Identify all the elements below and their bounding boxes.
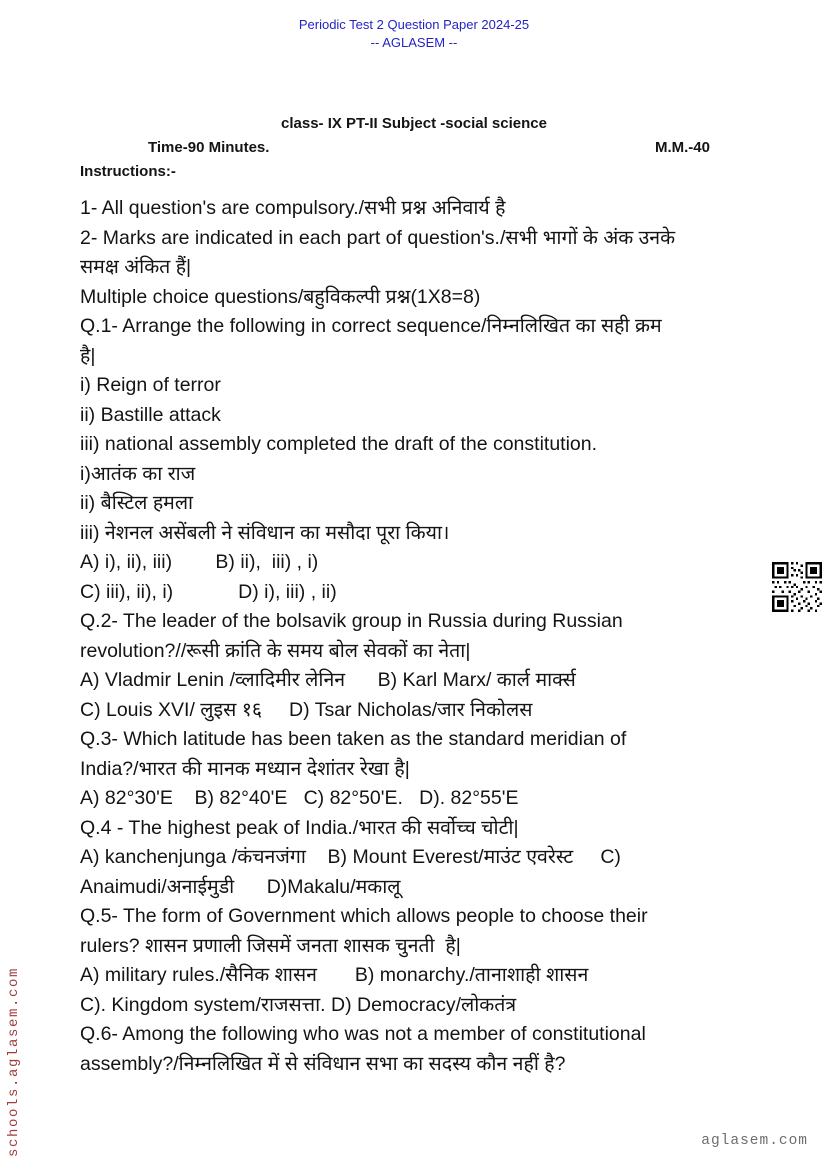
instruction-2-line1: 2- Marks are indicated in each part of question's./सभी भागों के अंक उनके <box>80 226 676 249</box>
q1-item-iii-en: iii) national assembly completed the draft of the constitution. <box>80 433 598 455</box>
q6-text-line1: Q.6- Among the following who was not a member of constitutional <box>80 1023 646 1045</box>
instruction-2-line2: समक्ष अंकित हैं| <box>80 256 192 278</box>
question-body <box>80 194 780 1079</box>
bottom-right-watermark: aglasem.com <box>701 1133 808 1149</box>
q2-text-line2: revolution?//रूसी क्रांति के समय बोल सेवकों का नेता| <box>80 639 471 662</box>
header-watermark <box>0 16 828 52</box>
q5-options-cd: C). Kingdom system/राजसत्ता. D) Democracy/लोकतंत्र <box>80 993 517 1016</box>
instructions-label: Instructions:- <box>80 163 176 180</box>
header-watermark-line1: Periodic Test 2 Question Paper 2024-25 <box>298 17 530 32</box>
q1-text-line1: Q.1- Arrange the following in correct sequence/निम्नलिखित का सही क्रम <box>80 315 662 337</box>
q4-options-line1: A) kanchenjunga /कंचनजंगा B) Mount Everest/माउंट एवरेस्ट C) <box>80 846 621 868</box>
q1-item-i-hi: i)आतंक का राज <box>80 462 196 485</box>
q1-options-ab: A) i), ii), iii) B) ii), iii) , i) <box>80 551 319 573</box>
q4-options-line2: Anaimudi/अनाईमुडी D)Makalu/मकालू <box>80 875 401 898</box>
q1-item-ii-hi: ii) बैस्टिल हमला <box>80 492 194 514</box>
q4-text: Q.4 - The highest peak of India./भारत की सर्वोच्च चोटी| <box>80 816 519 839</box>
time-marks-row <box>0 139 828 156</box>
header-watermark-line2: -- AGLASEM -- <box>370 35 458 50</box>
q6-text-line2: assembly?/निम्नलिखित में से संविधान सभा का सदस्य कौन नहीं है? <box>80 1052 566 1075</box>
q3-text-line1: Q.3- Which latitude has been taken as the standard meridian of <box>80 728 627 750</box>
time-allowed: Time-90 Minutes. <box>148 139 270 156</box>
q5-options-ab: A) military rules./सैनिक शासन B) monarchy./तानाशाही शासन <box>80 964 589 986</box>
q3-options: A) 82°30'E B) 82°40'E C) 82°50'E. D). 82°55'E <box>80 787 519 809</box>
q2-options-cd: C) Louis XVI/ लुइस १६ D) Tsar Nicholas/जार निकोलस <box>80 698 533 721</box>
q2-options-ab: A) Vladmir Lenin /व्लादिमीर लेनिन B) Karl Marx/ कार्ल मार्क्स <box>80 669 576 691</box>
q1-item-iii-hi: iii) नेशनल असेंबली ने संविधान का मसौदा पूरा किया। <box>80 521 450 544</box>
q1-item-i-en: i) Reign of terror <box>80 374 221 396</box>
paper-title: class- IX PT-II Subject -social science <box>281 115 547 132</box>
q3-text-line2: India?/भारत की मानक मध्यान देशांतर रेखा है| <box>80 757 410 780</box>
q5-text-line2: rulers? शासन प्रणाली जिसमें जनता शासक चुनती है| <box>80 934 461 957</box>
instruction-1: 1- All question's are compulsory./सभी प्रश्न अनिवार्य है <box>80 197 506 219</box>
q1-options-cd: C) iii), ii), i) D) i), iii) , ii) <box>80 580 337 603</box>
q1-item-ii-en: ii) Bastille attack <box>80 403 221 426</box>
q5-text-line1: Q.5- The form of Government which allows people to choose their <box>80 905 648 927</box>
section-mcq-heading: Multiple choice questions/बहुविकल्पी प्रश्न(1X8=8) <box>80 285 481 308</box>
left-vertical-watermark: schools.aglasem.com <box>6 966 22 1157</box>
max-marks: M.M.-40 <box>654 139 710 156</box>
q2-text-line1: Q.2- The leader of the bolsavik group in Russia during Russian <box>80 610 623 632</box>
qr-code-icon <box>772 562 822 612</box>
q1-text-line2: है| <box>80 344 96 367</box>
